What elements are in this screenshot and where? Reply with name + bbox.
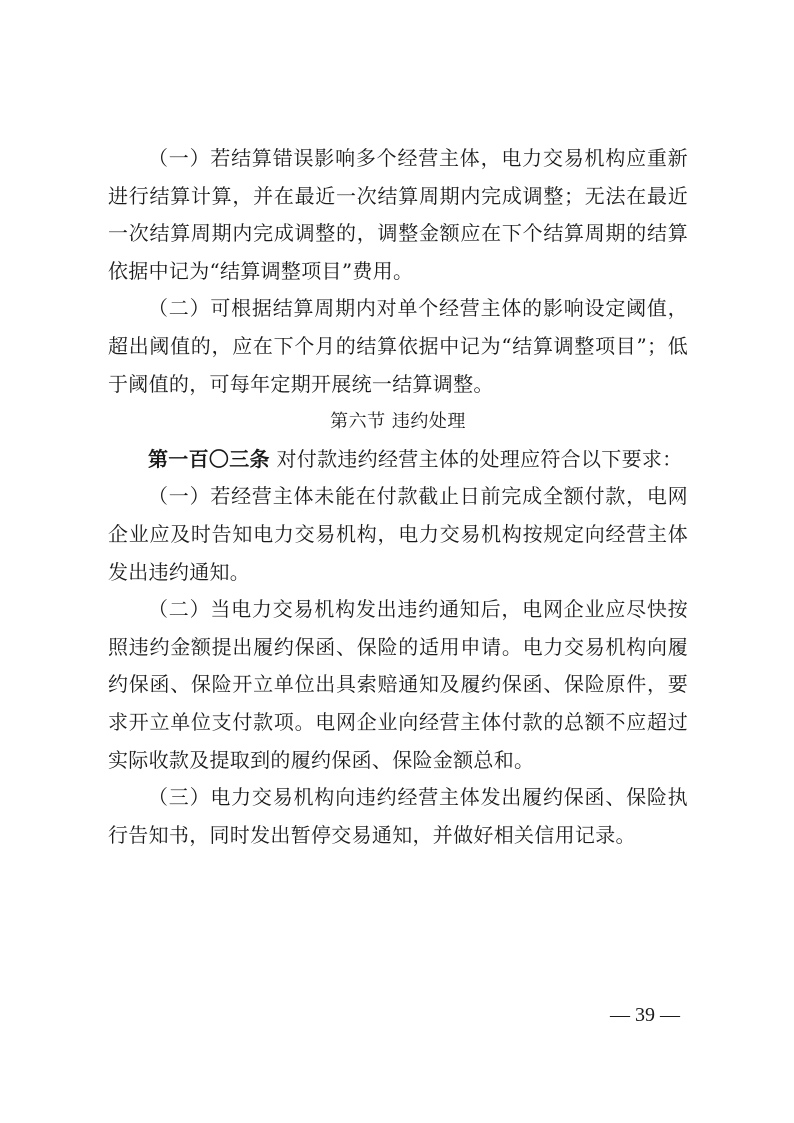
section-heading: 第六节 违约处理 xyxy=(330,411,466,433)
page-number: — 39 — xyxy=(610,1004,680,1026)
paragraph-settlement-error-multiple: （一）若结算错误影响多个经营主体，电力交易机构应重新进行结算计算，并在最近一次结算周期内完成调整；无法在最近一次结算周期内完成调整的，调整金额应在下个结算周期的结算依据中记为“结算调整项目”费用。 xyxy=(108,146,688,283)
article-103 xyxy=(108,441,688,479)
paragraph-threshold: （二）可根据结算周期内对单个经营主体的影响设定阈值，超出阈值的，应在下个月的结算依据中记为“结算调整项目”；低于阈值的，可每年定期开展统一结算调整。 xyxy=(108,296,688,396)
paragraph-suspension-notice: （三）电力交易机构向违约经营主体发出履约保函、保险执行告知书，同时发出暂停交易通知，并做好相关信用记录。 xyxy=(108,785,688,847)
article-text: 对付款违约经营主体的处理应符合以下要求： xyxy=(276,446,683,471)
paragraph-default-notice: （一）若经营主体未能在付款截止日前完成全额付款，电网企业应及时告知电力交易机构，电力交易机构按规定向经营主体发出违约通知。 xyxy=(108,484,688,584)
paragraph-guarantee-claim: （二）当电力交易机构发出违约通知后，电网企业应尽快按照违约金额提出履约保函、保险的适用申请。电力交易机构向履约保函、保险开立单位出具索赔通知及履约保函、保险原件，要求开立单位支付款项。电网企业向经营主体付款的总额不应超过实际收款及提取到的履约保函、保险金额总和。 xyxy=(108,597,688,772)
article-label: 第一百〇三条 xyxy=(148,446,270,471)
page-body xyxy=(108,140,688,854)
